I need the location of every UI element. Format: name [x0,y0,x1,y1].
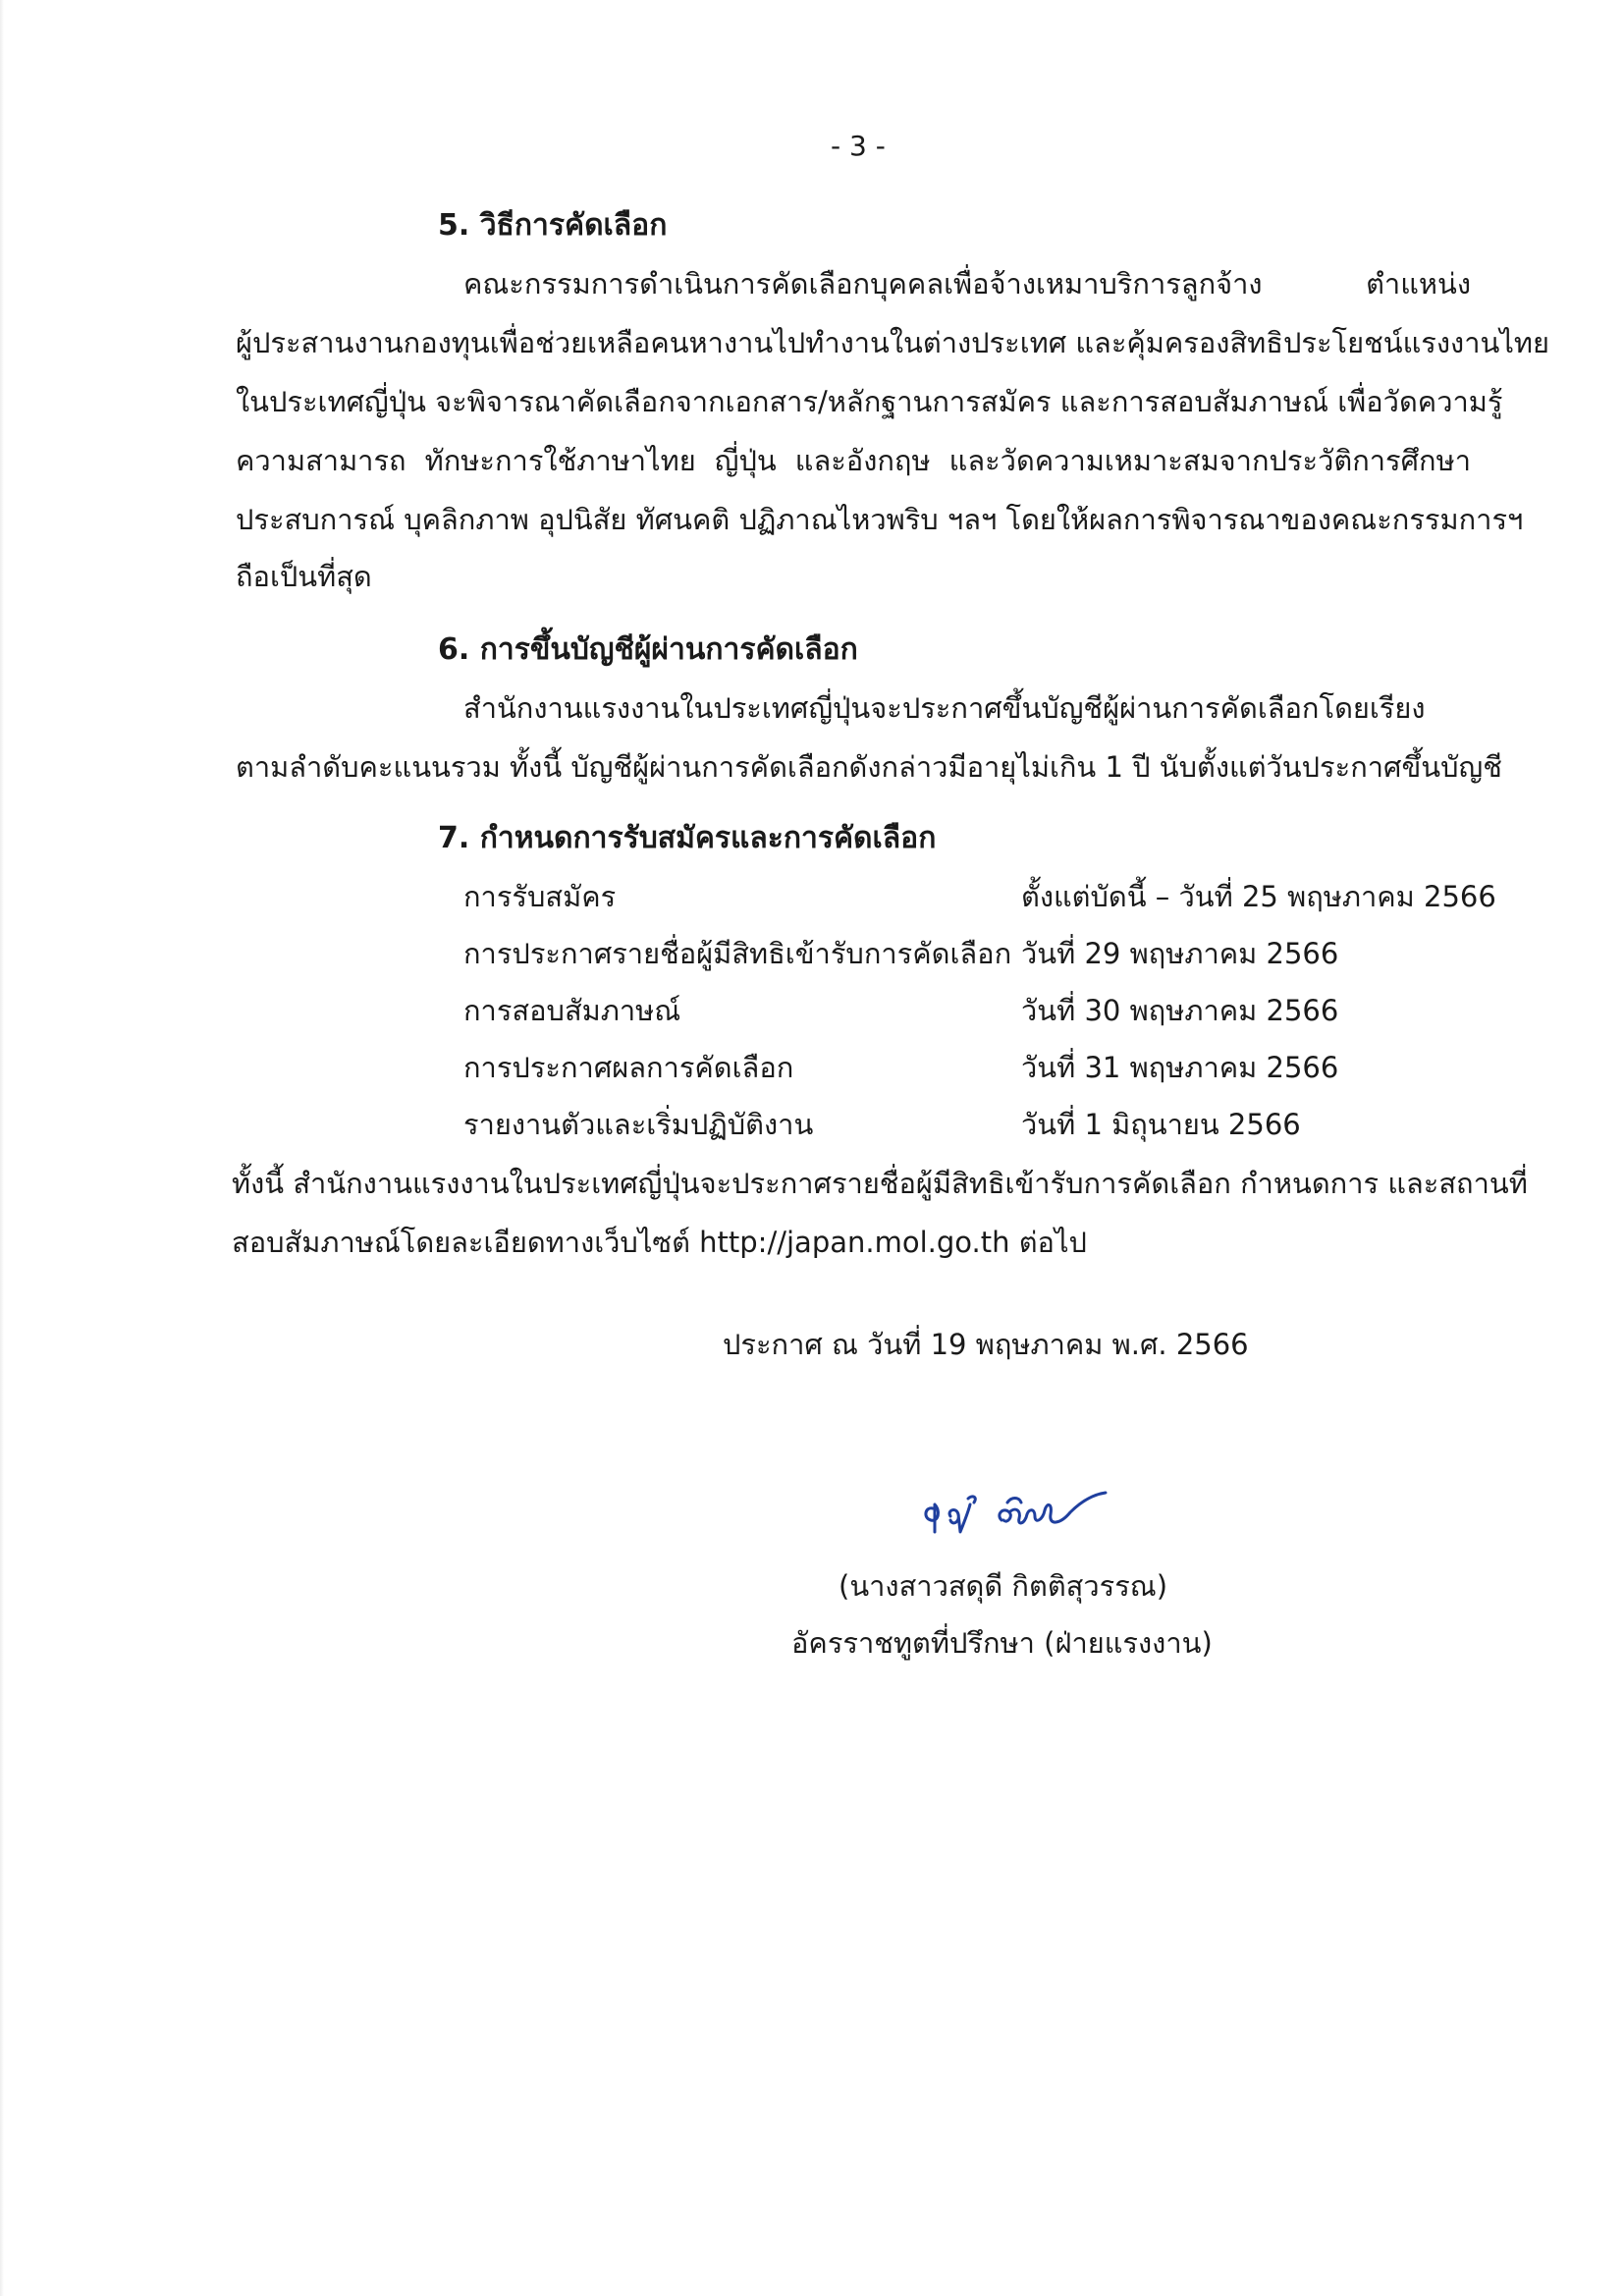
signer-name: (นางสาวสดุดี กิตติสุวรรณ) [839,1569,1168,1603]
section-5-line-6: ถือเป็นที่สุด [236,560,372,593]
schedule-value-report-start: วันที่ 1 มิถุนายน 2566 [1021,1108,1301,1141]
section-7-note-line-1: ทั้งนี้ สำนักงานแรงงานในประเทศญี่ปุ่นจะประกาศรายชื่อผู้มีสิทธิเข้ารับการคัดเลือก กำหนดการ และสถานที่ [232,1167,1528,1200]
section-5-line-1: คณะกรรมการดำเนินการคัดเลือกบุคคลเพื่อจ้างเหมาบริการลูกจ้าง ตำแหน่ง [463,267,1471,301]
schedule-value-results: วันที่ 31 พฤษภาคม 2566 [1021,1051,1339,1084]
section-5-line-5: ประสบการณ์ บุคลิกภาพ อุปนิสัย ทัศนคติ ปฏิภาณไหวพริบ ฯลฯ โดยให้ผลการพิจารณาของคณะกรรมการฯ [236,503,1524,536]
schedule-value-application: ตั้งแต่บัดนี้ – วันที่ 25 พฤษภาคม 2566 [1021,880,1496,913]
section-6-heading: 6. การขึ้นบัญชีผู้ผ่านการคัดเลือก [438,632,858,667]
schedule-value-interview: วันที่ 30 พฤษภาคม 2566 [1021,994,1339,1027]
section-5-line-3: ในประเทศญี่ปุ่น จะพิจารณาคัดเลือกจากเอกสาร/หลักฐานการสมัคร และการสอบสัมภาษณ์ เพื่อวัดความรู้ [236,385,1503,418]
handwritten-signature [913,1481,1129,1550]
scan-edge [0,0,4,2296]
section-6-line-2: ตามลำดับคะแนนรวม ทั้งนี้ บัญชีผู้ผ่านการคัดเลือกดังกล่าวมีอายุไม่เกิน 1 ปี นับตั้งแต่วันประกาศขึ้นบัญชี [236,750,1502,784]
section-5-line-2: ผู้ประสานงานกองทุนเพื่อช่วยเหลือคนหางานไปทำงานในต่างประเทศ และคุ้มครองสิทธิประโยชน์แรงงานไทย [236,326,1550,359]
schedule-label-results: การประกาศผลการคัดเลือก [463,1051,794,1084]
page-number: - 3 - [831,130,886,162]
section-7-heading: 7. กำหนดการรับสมัครและการคัดเลือก [438,821,937,855]
schedule-value-eligible-list: วันที่ 29 พฤษภาคม 2566 [1021,937,1339,970]
announcement-date: ประกาศ ณ วันที่ 19 พฤษภาคม พ.ศ. 2566 [723,1328,1249,1361]
section-5-heading: 5. วิธีการคัดเลือก [438,208,668,243]
schedule-label-application: การรับสมัคร [463,880,617,913]
section-5-line-4: ความสามารถ ทักษะการใช้ภาษาไทย ญี่ปุ่น และอังกฤษ และวัดความเหมาะสมจากประวัติการศึกษา [236,444,1471,477]
signer-title: อัครราชทูตที่ปรึกษา (ฝ่ายแรงงาน) [791,1626,1213,1660]
section-6-line-1: สำนักงานแรงงานในประเทศญี่ปุ่นจะประกาศขึ้นบัญชีผู้ผ่านการคัดเลือกโดยเรียง [463,691,1426,725]
section-7-note-line-2: สอบสัมภาษณ์โดยละเอียดทางเว็บไซต์ http://japan.mol.go.th ต่อไป [232,1226,1087,1259]
schedule-label-eligible-list: การประกาศรายชื่อผู้มีสิทธิเข้ารับการคัดเลือก [463,937,1012,970]
schedule-label-report-start: รายงานตัวและเริ่มปฏิบัติงาน [463,1108,814,1141]
schedule-label-interview: การสอบสัมภาษณ์ [463,994,681,1027]
